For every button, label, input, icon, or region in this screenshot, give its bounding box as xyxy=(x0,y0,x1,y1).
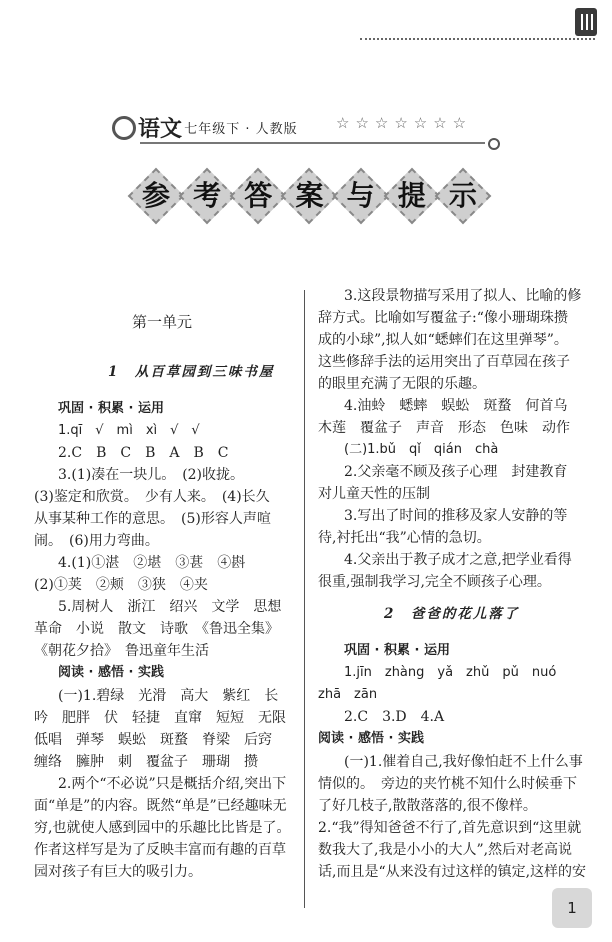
answer-line: (2)①荚 ②颊 ③狭 ④夹 xyxy=(34,577,208,593)
section-heading: 1 从百草园到三味书屋 xyxy=(108,364,275,380)
answer-line: 3.写出了时间的推移及家人安静的等 xyxy=(344,508,568,524)
title-char: 提 xyxy=(388,172,436,220)
answer-line: 2.C B C B A B C xyxy=(58,445,229,461)
answer-line: 园对孩子有巨大的吸引力。 xyxy=(34,864,202,880)
answer-line: (二)1.bǔ qǐ qián chà xyxy=(344,442,499,457)
page-title xyxy=(132,172,487,232)
subsection-heading: 巩固 · 积累 · 运用 xyxy=(344,643,450,658)
grade-edition: · 七年级下 · 人教版 xyxy=(174,122,298,137)
answer-line: 作者这样写是为了反映丰富而有趣的百草 xyxy=(34,842,286,858)
answer-line: 2.C 3.D 4.A xyxy=(344,709,445,725)
answer-line: (3)鉴定和欣赏。 少有人来。 (4)长久 xyxy=(34,489,270,505)
unit-heading: 第一单元 xyxy=(132,313,193,331)
answer-line: 5.周树人 浙江 绍兴 文学 思想 xyxy=(58,599,282,615)
ring-decoration-icon xyxy=(112,116,136,140)
answer-line: 1.qī √ mì xì √ √ xyxy=(58,423,200,438)
answer-line: 3.这段景物描写采用了拟人、比喻的修 xyxy=(344,288,582,304)
column-divider xyxy=(304,290,305,908)
answer-line: 2.“我”得知爸爸不行了,首先意识到“这里就 xyxy=(318,820,582,836)
answer-line: 情似的。 旁边的夹竹桃不知什么时候垂下 xyxy=(318,776,577,792)
subject-title: 语文 xyxy=(138,117,183,142)
answer-line: 4.油蛉 蟋蟀 蜈蚣 斑蝥 何首乌 xyxy=(344,398,568,414)
answer-line: 这些修辞手法的运用突出了百草园在孩子 xyxy=(318,354,570,370)
star-rating-icon: ☆☆☆☆☆☆☆ xyxy=(336,114,473,132)
answer-line: 待,衬托出“我”心情的急切。 xyxy=(318,530,491,546)
answer-line: 缠络 臃肿 刺 覆盆子 珊瑚 攒 xyxy=(34,754,258,770)
title-char: 考 xyxy=(183,172,231,220)
corner-tab xyxy=(575,8,597,36)
title-char: 答 xyxy=(234,172,282,220)
answer-line: 成的小球”,拟人如“蟋蟀们在这里弹琴”。 xyxy=(318,332,568,348)
answer-line: (一)1.碧绿 光滑 高大 紫红 长 xyxy=(58,688,279,704)
answer-line: 2.两个“不必说”只是概括介绍,突出下 xyxy=(58,776,287,792)
subsection-heading: 巩固 · 积累 · 运用 xyxy=(58,401,164,416)
title-char: 参 xyxy=(132,172,180,220)
answer-line: 2.父亲毫不顾及孩子心理 封建教育 xyxy=(344,464,568,480)
answer-line: 穷,也就使人感到园中的乐趣比比皆是了。 xyxy=(34,820,291,836)
page-number-badge xyxy=(552,888,592,928)
title-char: 与 xyxy=(337,172,385,220)
answer-line: 辞方式。比喻如写覆盆子:“像小珊瑚珠攒 xyxy=(318,310,568,326)
answer-line: 革命 小说 散文 诗歌 《鲁迅全集》 xyxy=(34,621,279,637)
section-heading: 2 爸爸的花儿落了 xyxy=(384,606,520,622)
title-char: 示 xyxy=(439,172,487,220)
answer-line: 3.(1)凑在一块儿。 (2)收拢。 xyxy=(58,467,245,483)
answer-line: 对儿童天性的压制 xyxy=(318,486,430,502)
answer-line: 数我大了,我是小小的大人”,然后对老高说 xyxy=(318,842,573,858)
answer-line: 话,而且是“从来没有过这样的镇定,这样的安 xyxy=(318,864,587,880)
ring-decoration-icon xyxy=(488,138,500,150)
answer-line: 从事某种工作的意思。 (5)形容人声喧 xyxy=(34,511,271,527)
dotted-rule xyxy=(360,38,595,40)
answer-line: (一)1.催着自己,我好像怕赶不上什么事 xyxy=(344,754,583,770)
page-number: 1 xyxy=(567,899,577,917)
banner-underline xyxy=(140,142,485,144)
answer-line: 4.(1)①湛 ②堪 ③葚 ④斟 xyxy=(58,555,246,571)
title-char: 案 xyxy=(285,172,333,220)
answer-line: 4.父亲出于教子成才之意,把学业看得 xyxy=(344,552,572,568)
answer-line: 低唱 弹琴 蜈蚣 斑蝥 脊梁 后窍 xyxy=(34,732,272,748)
answer-line: 很重,强制我学习,完全不顾孩子心理。 xyxy=(318,574,551,590)
subsection-heading: 阅读 · 感悟 · 实践 xyxy=(318,731,424,746)
subsection-heading: 阅读 · 感悟 · 实践 xyxy=(58,665,164,680)
answer-line: 闹。 (6)用力弯曲。 xyxy=(34,533,159,549)
answer-line: 木莲 覆盆子 声音 形态 色味 动作 xyxy=(318,420,570,436)
answer-line: 《朝花夕拾》 鲁迅童年生活 xyxy=(34,643,209,659)
answer-line: 的眼里充满了无限的乐趣。 xyxy=(318,376,486,392)
answer-line: 1.jīn zhàng yǎ zhǔ pǔ nuó xyxy=(344,665,557,680)
answer-line: 吟 肥胖 伏 轻捷 直窜 短短 无限 xyxy=(34,710,286,726)
answer-line: zhā zān xyxy=(318,687,378,702)
answer-line: 了好几枝子,散散落落的,很不像样。 xyxy=(318,798,537,814)
answer-line: 面“单是”的内容。既然“单是”已经趣味无 xyxy=(34,798,287,814)
